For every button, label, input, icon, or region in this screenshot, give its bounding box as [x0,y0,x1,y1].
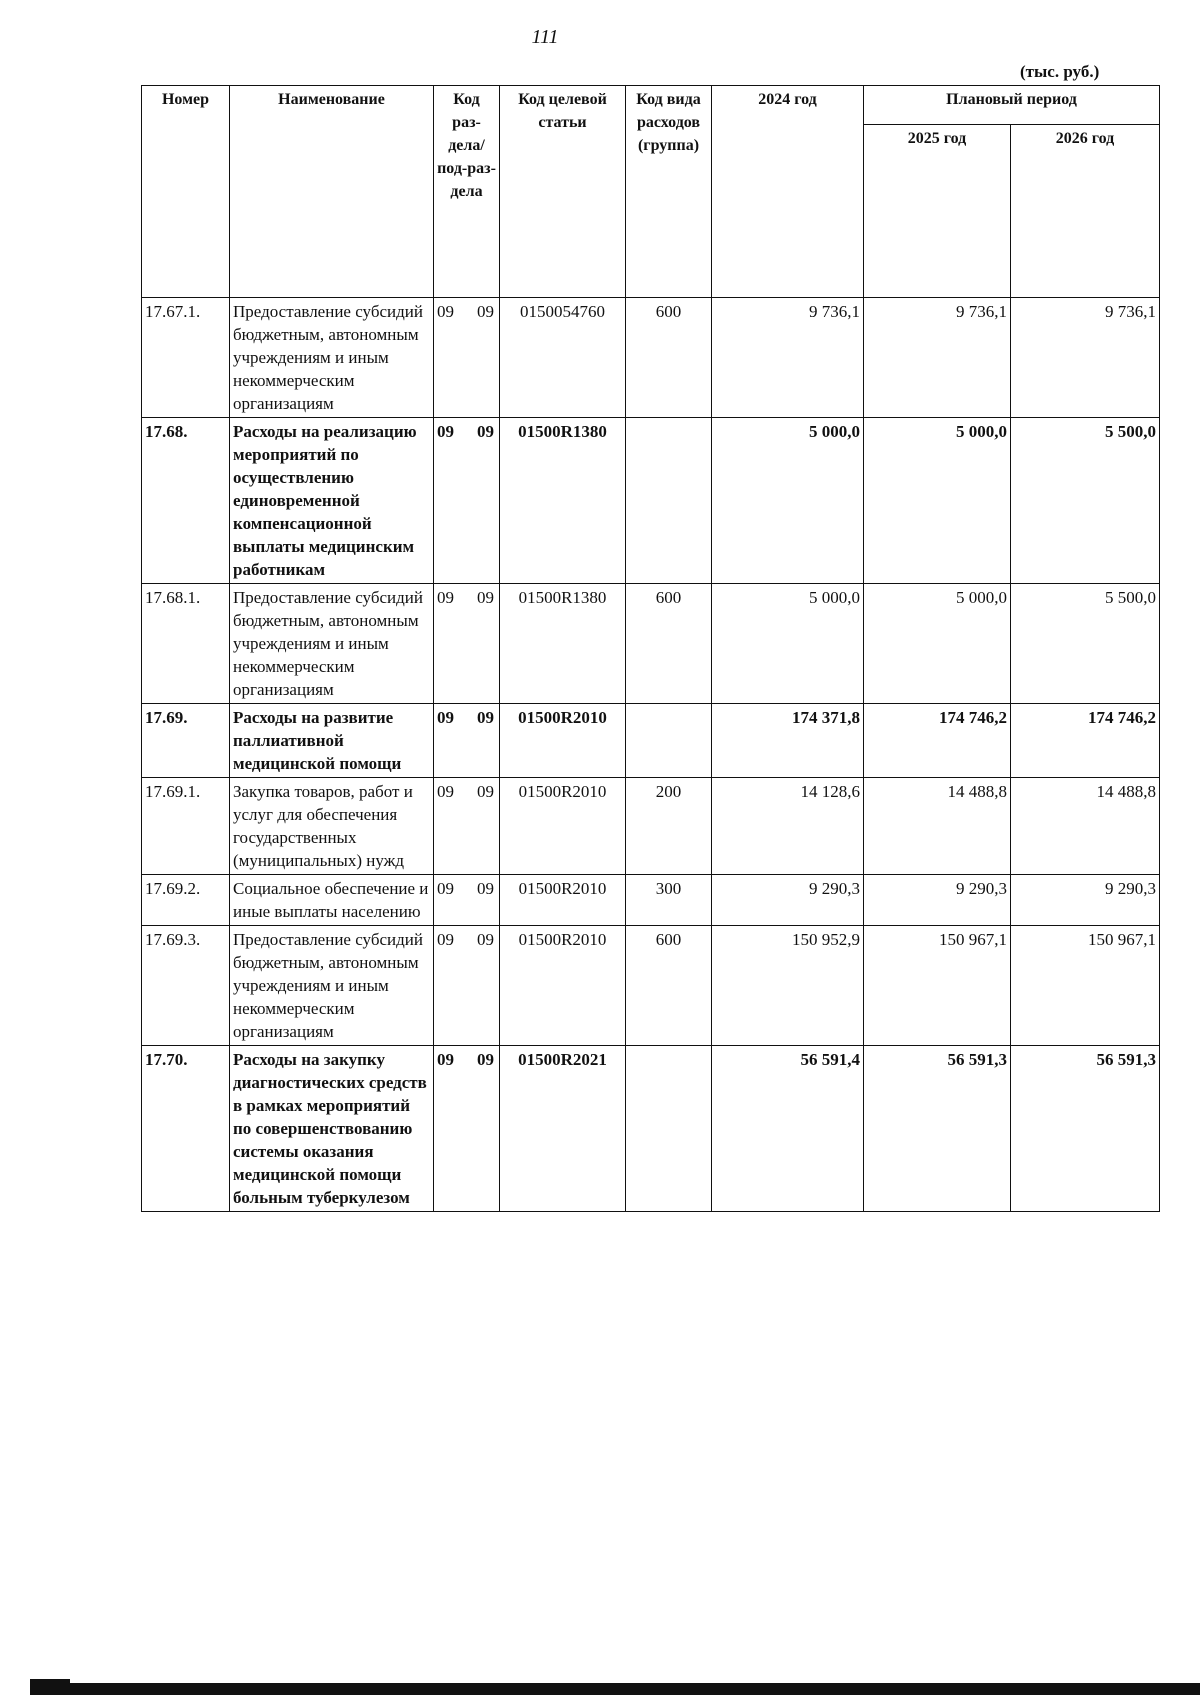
row-amount-2025: 56 591,3 [864,1046,1011,1212]
row-expense-type: 300 [626,875,712,926]
row-expense-type: 600 [626,584,712,704]
row-section-code [434,298,500,418]
row-target-code: 01500R2010 [500,778,626,875]
row-target-code: 01500R2010 [500,875,626,926]
section-code: 09 [437,930,454,949]
subsection-code: 09 [477,1050,494,1069]
section-code: 09 [437,879,454,898]
row-amount-2024: 174 371,8 [712,704,864,778]
row-section-code [434,584,500,704]
row-target-code: 01500R2010 [500,926,626,1046]
units-label: (тыс. руб.) [1020,62,1100,81]
row-name: Закупка товаров, работ и услуг для обеспечения государственных (муниципальных) нужд [230,778,434,875]
row-name: Расходы на реализацию мероприятий по осуществлению единовременной компенсационной выплаты медицинским работникам [230,418,434,584]
row-amount-2025: 150 967,1 [864,926,1011,1046]
row-number: 17.69.3. [142,926,230,1046]
row-amount-2026: 5 500,0 [1011,418,1160,584]
header-number: Номер [142,86,230,298]
row-expense-type [626,1046,712,1212]
budget-table [141,85,1160,1212]
table-row [142,875,1160,926]
row-expense-type: 600 [626,926,712,1046]
row-amount-2025: 9 736,1 [864,298,1011,418]
row-number: 17.69.2. [142,875,230,926]
header-name: Наименование [230,86,434,298]
table-body [142,298,1160,1212]
row-target-code: 01500R2010 [500,704,626,778]
row-amount-2026: 150 967,1 [1011,926,1160,1046]
row-number: 17.68.1. [142,584,230,704]
row-amount-2024: 56 591,4 [712,1046,864,1212]
row-amount-2024: 5 000,0 [712,584,864,704]
row-expense-type [626,418,712,584]
row-amount-2024: 9 736,1 [712,298,864,418]
row-section-code [434,875,500,926]
header-expense-type-code: Код вида расходов (группа) [626,86,712,298]
row-section-code [434,1046,500,1212]
row-section-code [434,778,500,875]
row-name: Социальное обеспечение и иные выплаты населению [230,875,434,926]
row-name: Расходы на закупку диагностических средств в рамках мероприятий по совершенствованию системы оказания медицинской помощи больным туберкулезом [230,1046,434,1212]
header-year-2026: 2026 год [1011,125,1160,298]
row-amount-2026: 9 736,1 [1011,298,1160,418]
header-section-code: Код раз-дела/ под-раз-дела [434,86,500,298]
table-row [142,1046,1160,1212]
row-amount-2025: 5 000,0 [864,418,1011,584]
row-number: 17.67.1. [142,298,230,418]
row-expense-type: 200 [626,778,712,875]
scan-border-bar [30,1683,1200,1695]
table-row [142,778,1160,875]
subsection-code: 09 [477,782,494,801]
header-year-2024: 2024 год [712,86,864,298]
row-target-code: 01500R1380 [500,584,626,704]
row-amount-2024: 5 000,0 [712,418,864,584]
section-code: 09 [437,708,454,727]
row-expense-type [626,704,712,778]
row-amount-2026: 174 746,2 [1011,704,1160,778]
row-section-code [434,418,500,584]
row-section-code [434,704,500,778]
subsection-code: 09 [477,879,494,898]
subsection-code: 09 [477,302,494,321]
section-code: 09 [437,782,454,801]
subsection-code: 09 [477,930,494,949]
section-code: 09 [437,422,454,441]
subsection-code: 09 [477,708,494,727]
row-target-code: 01500R1380 [500,418,626,584]
subsection-code: 09 [477,588,494,607]
page-number: 111 [531,26,559,48]
table-row [142,298,1160,418]
header-year-2025: 2025 год [864,125,1011,298]
section-code: 09 [437,1050,454,1069]
row-amount-2025: 5 000,0 [864,584,1011,704]
row-amount-2024: 9 290,3 [712,875,864,926]
row-target-code: 01500R2021 [500,1046,626,1212]
row-amount-2024: 14 128,6 [712,778,864,875]
section-code: 09 [437,302,454,321]
row-amount-2026: 56 591,3 [1011,1046,1160,1212]
section-code: 09 [437,588,454,607]
row-number: 17.68. [142,418,230,584]
row-amount-2026: 5 500,0 [1011,584,1160,704]
subsection-code: 09 [477,422,494,441]
table-row [142,418,1160,584]
row-number: 17.69.1. [142,778,230,875]
row-amount-2025: 174 746,2 [864,704,1011,778]
row-amount-2024: 150 952,9 [712,926,864,1046]
table-row [142,584,1160,704]
row-number: 17.70. [142,1046,230,1212]
row-name: Предоставление субсидий бюджетным, автономным учреждениям и иным некоммерческим организациям [230,298,434,418]
row-expense-type: 600 [626,298,712,418]
row-target-code: 0150054760 [500,298,626,418]
table-row [142,704,1160,778]
row-amount-2025: 9 290,3 [864,875,1011,926]
table-row [142,926,1160,1046]
header-target-code: Код целевой статьи [500,86,626,298]
row-name: Предоставление субсидий бюджетным, автономным учреждениям и иным некоммерческим организациям [230,584,434,704]
row-amount-2026: 9 290,3 [1011,875,1160,926]
row-amount-2025: 14 488,8 [864,778,1011,875]
header-plan-period: Плановый период [864,86,1160,125]
row-amount-2026: 14 488,8 [1011,778,1160,875]
row-section-code [434,926,500,1046]
row-name: Расходы на развитие паллиативной медицинской помощи [230,704,434,778]
row-number: 17.69. [142,704,230,778]
row-name: Предоставление субсидий бюджетным, автономным учреждениям и иным некоммерческим организациям [230,926,434,1046]
